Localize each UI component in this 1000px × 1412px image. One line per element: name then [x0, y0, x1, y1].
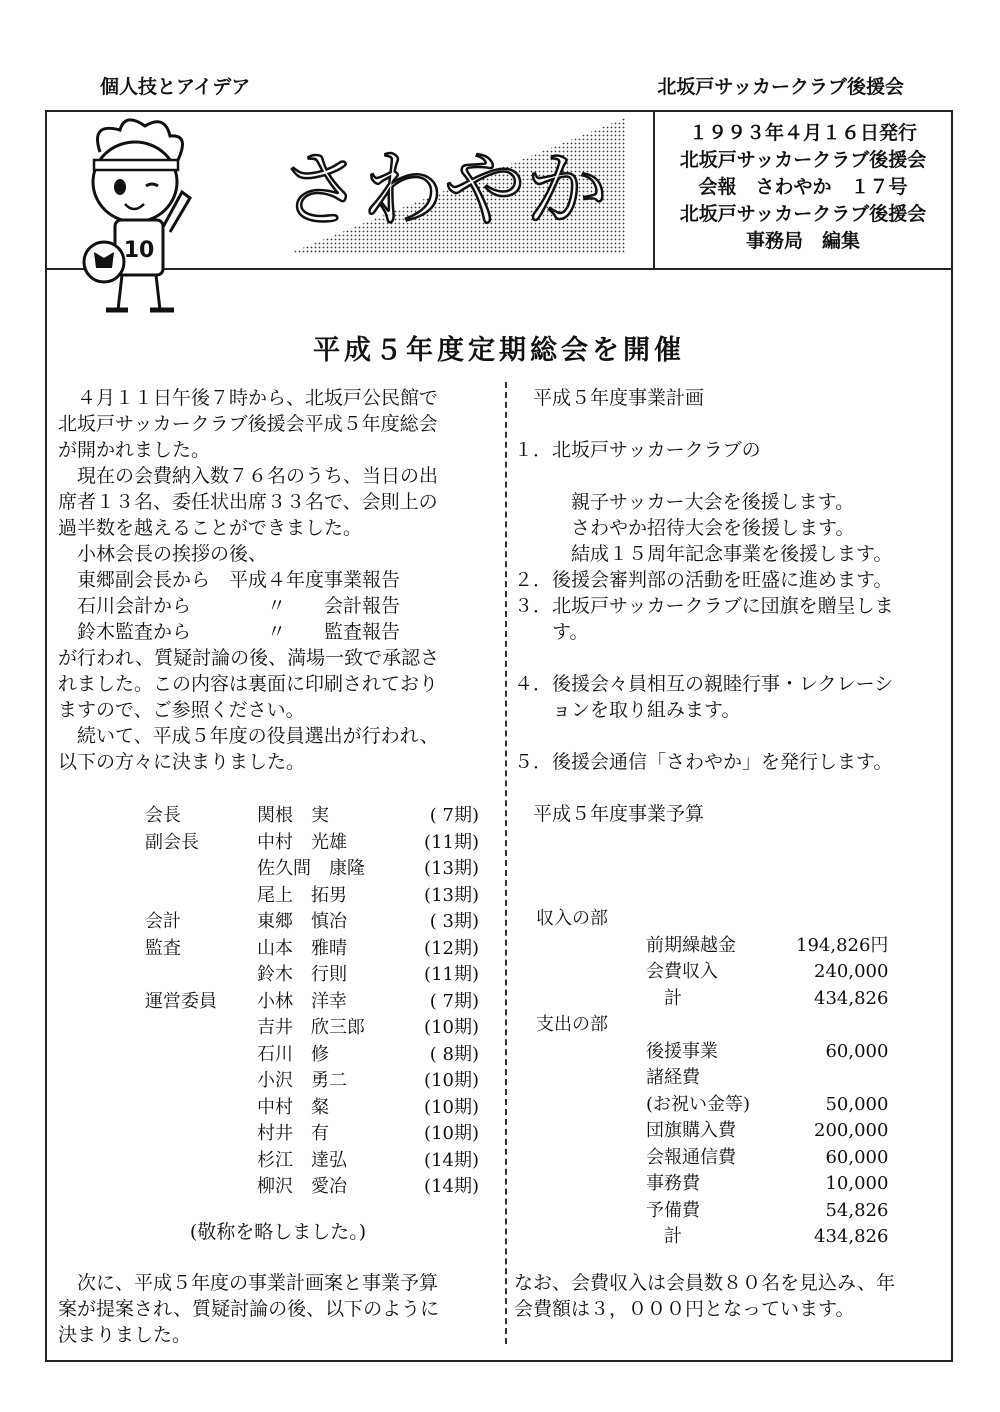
- budget-item: [646, 906, 796, 933]
- officer-role: 監査: [145, 937, 181, 959]
- officer-row: [145, 856, 479, 883]
- logo-text: さわやか: [280, 143, 609, 238]
- budget-section: 支出の部: [536, 1014, 608, 1035]
- officer-term: (10期): [424, 1017, 479, 1038]
- budget-section: [536, 1092, 646, 1119]
- officer-role: 会計: [145, 911, 181, 932]
- budget-table-wrapper: [536, 906, 888, 1251]
- issue-editor: 事務局 編集: [745, 230, 860, 252]
- honorific-note: (敬称を略しました。): [189, 1221, 367, 1243]
- officer-name: 村井 有: [257, 1123, 329, 1144]
- paragraph-line: 北坂戸サッカークラブ後援会平成５年度総会: [58, 413, 438, 435]
- budget-amount: 60,000: [825, 1040, 889, 1062]
- budget-section: [536, 1118, 646, 1145]
- budget-section: [536, 986, 646, 1013]
- officer-term: (11期): [424, 964, 479, 985]
- officer-row: [145, 803, 479, 830]
- issue-number: 会報 さわやか １７号: [698, 176, 908, 198]
- officer-row: [145, 1095, 479, 1122]
- paragraph-line: 席者１３名、委任状出席３３名で、会則上の: [58, 491, 438, 513]
- officer-row: [145, 830, 479, 857]
- officer-term: ( 7期): [429, 990, 479, 1012]
- paragraph-line: 案が提案され、質疑討論の後、以下のように: [58, 1298, 440, 1320]
- budget-amount: 434,826: [814, 1226, 889, 1247]
- officer-name: 東郷 慎冶: [257, 911, 347, 932]
- officer-role: [145, 1068, 257, 1095]
- organization-name: 北坂戸サッカークラブ後援会: [657, 76, 904, 98]
- budget-table: [536, 906, 888, 1251]
- plan-line: ４．後援会々員相互の親睦行事・レクレーシ: [514, 673, 894, 695]
- plan-line: ２．後援会審判部の活動を旺盛に進めます。: [514, 569, 893, 591]
- officer-row: [145, 962, 479, 989]
- officer-term: ( 8期): [429, 1043, 479, 1065]
- officer-name: 柳沢 愛冶: [257, 1176, 347, 1197]
- issue-date: １９９３年４月１６日発行: [688, 122, 917, 144]
- officer-role: [145, 1015, 257, 1042]
- paragraph-line: 現在の会費納入数７６名のうち、当日の出: [58, 465, 439, 487]
- plan-line: [514, 775, 950, 801]
- plan-line: [514, 411, 950, 437]
- plan-line: ３．北坂戸サッカークラブに団旗を贈呈しま: [514, 595, 894, 617]
- officer-name: 杉江 達弘: [257, 1149, 347, 1171]
- officer-term: (10期): [424, 1123, 479, 1144]
- officer-term: (13期): [424, 884, 479, 906]
- newsletter-logo: [270, 118, 630, 258]
- budget-item: (お祝い金等): [646, 1093, 751, 1115]
- left-column-text: [58, 385, 498, 775]
- officer-row: [145, 1068, 479, 1095]
- paragraph-line: 続いて、平成５年度の役員選出が行われ、: [58, 725, 439, 747]
- budget-item: 後援事業: [646, 1040, 718, 1062]
- officer-term: ( 7期): [429, 805, 479, 826]
- officer-name: 小沢 勇二: [257, 1070, 347, 1091]
- officer-role: [145, 1121, 257, 1148]
- budget-amount: 54,826: [825, 1199, 889, 1221]
- officer-role: [145, 856, 257, 883]
- budget-row: [536, 986, 888, 1013]
- officer-term: (14期): [424, 1149, 479, 1171]
- budget-item: [646, 1012, 796, 1039]
- budget-item: 計: [646, 1226, 682, 1247]
- officer-term: (11期): [424, 831, 479, 853]
- officer-row: [145, 883, 479, 910]
- budget-row: [536, 933, 888, 960]
- officer-name: 鈴木 行則: [257, 964, 347, 985]
- budget-row: [536, 906, 888, 933]
- officer-role: [145, 1174, 257, 1201]
- officer-role: [145, 962, 257, 989]
- plan-line: さわやか招待大会を後援します。: [514, 517, 855, 539]
- plan-line: [514, 645, 950, 671]
- column-divider: [505, 382, 507, 1344]
- budget-footnote: [514, 1270, 950, 1322]
- budget-amount: 200,000: [814, 1120, 889, 1141]
- budget-row: [536, 1039, 888, 1066]
- officer-name: 関根 実: [257, 805, 329, 826]
- budget-item: 会報通信費: [646, 1146, 736, 1168]
- budget-section: [536, 1065, 646, 1092]
- budget-row: [536, 1145, 888, 1172]
- budget-section: [536, 1145, 646, 1172]
- budget-item: 計: [646, 987, 682, 1009]
- plan-line: 親子サッカー大会を後援します。: [514, 491, 855, 513]
- budget-section: [536, 1171, 646, 1198]
- plan-line: す。: [514, 621, 589, 643]
- plan-line: 結成１５周年記念事業を後援します。: [514, 543, 893, 565]
- issue-info: [655, 120, 951, 255]
- budget-amount: 194,826円: [796, 934, 889, 956]
- officer-name: 石川 修: [257, 1043, 329, 1065]
- officer-role: [145, 1095, 257, 1122]
- officer-name: 吉井 欣三郎: [257, 1017, 365, 1038]
- budget-amount: 240,000: [814, 961, 889, 982]
- budget-amount: [796, 906, 888, 933]
- paragraph-line: ４月１１日午後７時から、北坂戸公民館で: [58, 387, 439, 409]
- budget-amount: 60,000: [825, 1146, 889, 1168]
- budget-row: [536, 1065, 888, 1092]
- paragraph-line: 石川会計から 〃 会計報告: [58, 595, 401, 617]
- plan-line: [514, 463, 950, 489]
- budget-amount: 10,000: [825, 1173, 889, 1194]
- officer-term: (13期): [424, 858, 479, 879]
- officer-role: 会長: [145, 805, 181, 826]
- plan-line: 平成５年度事業予算: [514, 803, 705, 825]
- budget-amount: [796, 1065, 888, 1092]
- budget-amount: 50,000: [825, 1093, 889, 1115]
- paragraph-line: 鈴木監査から 〃 監査報告: [58, 621, 401, 643]
- officer-term: (14期): [424, 1176, 479, 1197]
- paragraph-line: 次に、平成５年度の事業計画案と事業予算: [58, 1272, 439, 1294]
- mascot-illustration: [70, 112, 200, 322]
- issue-editor-org: 北坂戸サッカークラブ後援会: [679, 203, 927, 225]
- officer-role: 運営委員: [145, 990, 217, 1012]
- officer-role: [145, 1148, 257, 1175]
- officer-row: [145, 1121, 479, 1148]
- business-plan: [514, 385, 950, 827]
- budget-section: [536, 1039, 646, 1066]
- paragraph-line: が開かれました。: [58, 439, 211, 461]
- budget-item: 前期繰越金: [646, 934, 736, 956]
- officer-row: [145, 909, 479, 936]
- officer-name: 山本 雅晴: [257, 937, 347, 959]
- mascot-jersey-number: 10: [123, 238, 155, 263]
- budget-item: 会費収入: [646, 961, 718, 982]
- officer-name: 尾上 拓男: [257, 884, 347, 906]
- officer-role: [145, 883, 257, 910]
- budget-section: [536, 1198, 646, 1225]
- officers-list: [145, 803, 479, 1201]
- paragraph-line: 会費額は３，０００円となっています。: [514, 1298, 855, 1320]
- paragraph-line: 小林会長の挨拶の後、: [58, 543, 268, 565]
- officer-row: [145, 1015, 479, 1042]
- plan-line: ５．後援会通信「さわやか」を発行します。: [514, 751, 893, 773]
- tagline: 個人技とアイデア: [100, 76, 251, 98]
- plan-line: １．北坂戸サッカークラブの: [514, 439, 761, 461]
- budget-row: [536, 1171, 888, 1198]
- officer-row: [145, 936, 479, 963]
- budget-row: [536, 1118, 888, 1145]
- plan-line: ョンを取り組みます。: [514, 699, 741, 721]
- budget-row: [536, 1198, 888, 1225]
- plan-line: [514, 723, 950, 749]
- paragraph-line: 決まりました。: [58, 1324, 192, 1346]
- closing-paragraph: [58, 1270, 498, 1348]
- budget-section: [536, 959, 646, 986]
- officer-row: [145, 1148, 479, 1175]
- officer-row: [145, 1042, 479, 1069]
- officer-term: ( 3期): [429, 911, 479, 932]
- paragraph-line: ますので、ご参照ください。: [58, 699, 305, 721]
- officers-table: [145, 803, 479, 1201]
- budget-amount: [796, 1012, 888, 1039]
- officer-term: (10期): [424, 1096, 479, 1118]
- officer-row: [145, 1174, 479, 1201]
- budget-section: 収入の部: [536, 908, 608, 929]
- officer-name: 佐久間 康隆: [257, 858, 365, 879]
- plan-title: 平成５年度事業計画: [514, 387, 705, 409]
- officer-name: 中村 粲: [257, 1096, 329, 1118]
- officer-term: (10期): [424, 1070, 479, 1091]
- budget-item: 事務費: [646, 1173, 700, 1194]
- budget-amount: 434,826: [814, 987, 889, 1009]
- issue-publisher: 北坂戸サッカークラブ後援会: [679, 149, 927, 171]
- budget-row: [536, 1012, 888, 1039]
- paragraph-line: れました。この内容は裏面に印刷されており: [58, 673, 439, 695]
- paragraph-line: 過半数を越えることができました。: [58, 517, 363, 539]
- paragraph-line: が行われ、質疑討論の後、満場一致で承認さ: [58, 647, 440, 669]
- officer-row: [145, 989, 479, 1016]
- budget-item: 団旗購入費: [646, 1120, 736, 1141]
- budget-item: 諸経費: [646, 1067, 700, 1088]
- officer-role: [145, 1042, 257, 1069]
- officer-role: 副会長: [145, 831, 199, 853]
- budget-item: 予備費: [646, 1199, 700, 1221]
- officer-name: 中村 光雄: [257, 831, 347, 853]
- officer-name: 小林 洋幸: [257, 990, 347, 1012]
- budget-section: [536, 933, 646, 960]
- budget-row: [536, 959, 888, 986]
- budget-row: [536, 1092, 888, 1119]
- budget-section: [536, 1224, 646, 1251]
- paragraph-line: なお、会費収入は会員数８０名を見込み、年: [514, 1272, 896, 1294]
- headline: 平成５年度定期総会を開催: [313, 335, 685, 366]
- budget-row: [536, 1224, 888, 1251]
- paragraph-line: 東郷副会長から 平成４年度事業報告: [58, 569, 401, 591]
- officer-term: (12期): [424, 937, 479, 959]
- paragraph-line: 以下の方々に決まりました。: [58, 751, 306, 773]
